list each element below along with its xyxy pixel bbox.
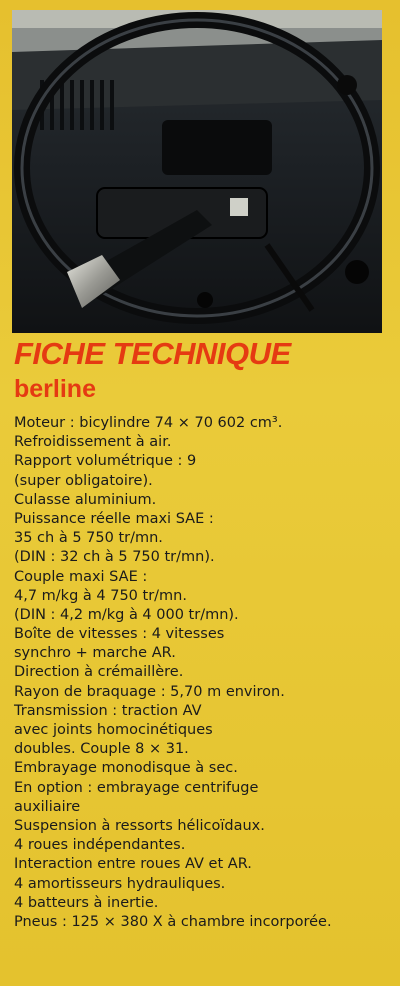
spec-line: (DIN : 4,2 m/kg à 4 000 tr/mn). xyxy=(14,606,239,623)
page-title: FICHE TECHNIQUE xyxy=(14,336,291,371)
spec-line: Culasse aluminium. xyxy=(14,491,157,508)
spec-line: Moteur : bicylindre 74 × 70 602 cm³. xyxy=(14,415,283,431)
spec-line: avec joints homocinétiques xyxy=(14,722,213,738)
spec-line: 35 ch à 5 750 tr/mn. xyxy=(14,530,163,547)
spec-line: Boîte de vitesses : 4 vitesses xyxy=(14,626,225,643)
spec-line: Transmission : traction AV xyxy=(14,702,202,719)
spec-line: synchro + marche AR. xyxy=(14,645,176,662)
spec-line: doubles. Couple 8 × 31. xyxy=(14,741,189,758)
spec-line: Couple maxi SAE : xyxy=(14,568,148,585)
spec-line: Puissance réelle maxi SAE : xyxy=(14,510,214,527)
subtitle: berline xyxy=(14,375,96,403)
spec-line: Direction à crémaillère. xyxy=(14,664,184,681)
spec-line: auxiliaire xyxy=(14,798,81,815)
spec-line: Interaction entre roues AV et AR. xyxy=(14,856,252,873)
spec-line: En option : embrayage centrifuge xyxy=(14,779,259,796)
spec-line: 4 roues indépendantes. xyxy=(14,837,186,854)
spec-line: Suspension à ressorts hélicoïdaux. xyxy=(14,817,265,834)
spec-line: (super obligatoire). xyxy=(14,472,153,489)
spec-line: Pneus : 125 × 380 X à chambre incorporée. xyxy=(14,913,332,930)
steering-wheel-photo xyxy=(12,10,382,333)
spec-line: 4 amortisseurs hydrauliques. xyxy=(14,875,226,892)
spec-line: Rayon de braquage : 5,70 m environ. xyxy=(14,683,285,700)
spec-line: (DIN : 32 ch à 5 750 tr/mn). xyxy=(14,549,215,566)
spec-list xyxy=(14,414,394,932)
spec-line: Embrayage monodisque à sec. xyxy=(14,760,238,777)
steering-wheel-dashboard-icon xyxy=(12,10,382,333)
spec-line: Refroidissement à air. xyxy=(14,434,172,451)
spec-line: 4 batteurs à inertie. xyxy=(14,894,159,911)
spec-line: Rapport volumétrique : 9 xyxy=(14,453,197,470)
spec-line: 4,7 m/kg à 4 750 tr/mn. xyxy=(14,587,187,604)
